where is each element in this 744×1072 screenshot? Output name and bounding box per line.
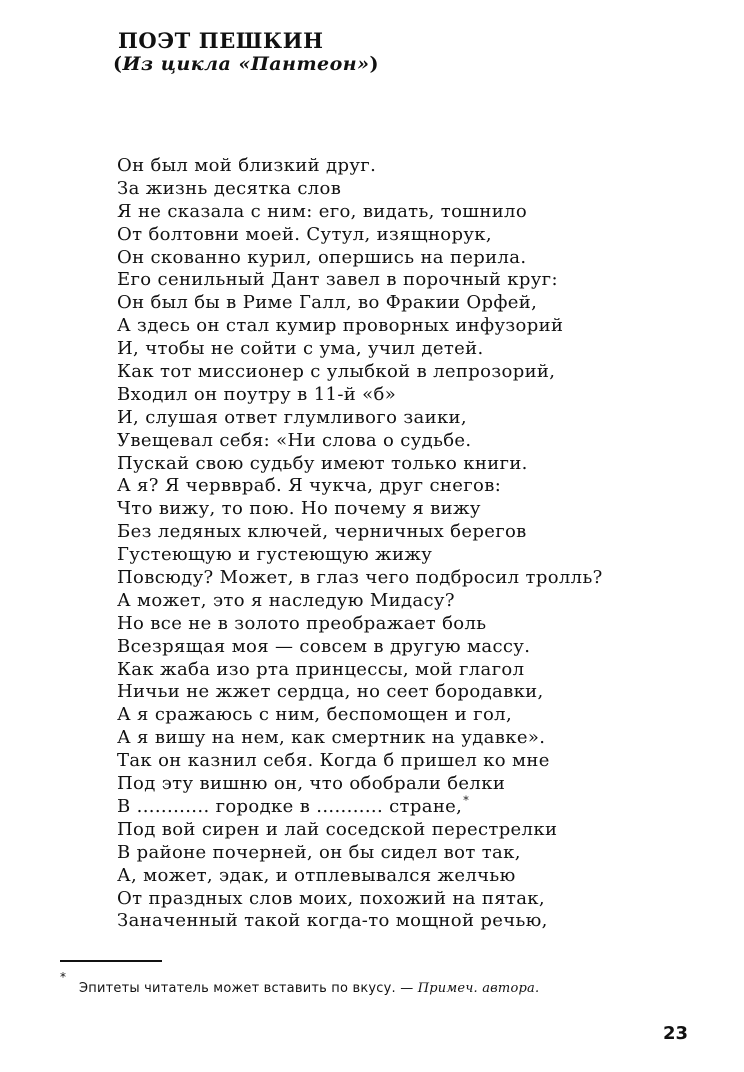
footnote-mark: * [60,970,67,984]
poem-line: Что вижу, то пою. Но почему я вижу [117,498,481,520]
poem-line: А я? Я черввраб. Я чукча, друг снегов: [117,475,502,497]
poem-body [117,155,603,933]
poem-line: Повсюду? Может, в глаз чего подбросил тролль? [117,567,603,589]
poem-line: Как тот миссионер с улыбкой в лепрозорий, [117,361,556,383]
footnote-divider [60,960,162,962]
poem-line: А, может, эдак, и отплевывался желчью [117,864,516,886]
subtitle-text: Из цикла «Пантеон» [122,53,370,75]
poem-line: Заначенный такой когда-то мощной речью, [117,910,548,932]
poem-line: Всезрящая моя — совсем в другую массу. [117,635,531,657]
subtitle-open-paren: ( [113,53,123,75]
poem-line: И, чтобы не сойти с ума, учил детей. [117,338,484,360]
footnote-text: Эпитеты читатель может вставить по вкусу. — [79,981,418,996]
poem-line: Я не сказала с ним: его, видать, тошнило [117,200,528,222]
poem-line: Он скованно курил, опершись на перила. [117,246,527,268]
poem-line: Под вой сирен и лай соседской перестрелки [117,818,558,840]
poem-line-text: В ............ городке в ........... стране, [117,795,463,817]
poem-line: Увещевал себя: «Ни слова о судьбе. [117,429,472,451]
poem-line: Ничьи не жжет сердца, но сеет бородавки, [117,681,544,703]
poem-line: За жизнь десятка слов [117,177,342,199]
page-subtitle [113,53,379,75]
poem-line-with-footnote: В ............ городке в ........... стране,* [117,793,470,817]
poem-line: Под эту вишню он, что обобрали белки [117,773,506,795]
poem-line: Так он казнил себя. Когда б пришел ко мне [117,750,550,772]
poem-line: В районе почерней, он бы сидел вот так, [117,841,521,863]
page-title: ПОЭТ ПЕШКИН [118,28,324,53]
poem-line: Как жаба изо рта принцессы, мой глагол [117,658,525,680]
poem-line: А я сражаюсь с ним, беспомощен и гол, [117,704,513,726]
poem-line: Пускай свою судьбу имеют только книги. [117,452,528,474]
poem-line: Его сенильный Дант завел в порочный круг: [117,269,558,291]
poem-line: И, слушая ответ глумливого заики, [117,406,467,428]
footnote-body [79,981,539,996]
poem-line: А я вишу на нем, как смертник на удавке». [117,727,546,749]
poem-line: Входил он поутру в 11-й «б» [117,383,397,405]
poem-line: Но все не в золото преображает боль [117,612,487,634]
poem-line: Он был бы в Риме Галл, во Фракии Орфей, [117,292,538,314]
poem-line: Без ледяных ключей, черничных берегов [117,521,527,543]
poem-line: А здесь он стал кумир проворных инфузорий [117,315,564,337]
poem-line: От праздных слов моих, похожий на пятак, [117,887,545,909]
poem-line: Густеющую и густеющую жижу [117,544,433,566]
footnote-author-note: Примеч. автора. [417,981,540,996]
poem-line: Он был мой близкий друг. [117,155,377,176]
page-number: 23 [663,1023,689,1044]
poem-line: А может, это я наследую Мидасу? [117,589,455,611]
poem-line: От болтовни моей. Сутул, изящнорук, [117,223,492,245]
subtitle-close-paren: ) [369,53,380,75]
